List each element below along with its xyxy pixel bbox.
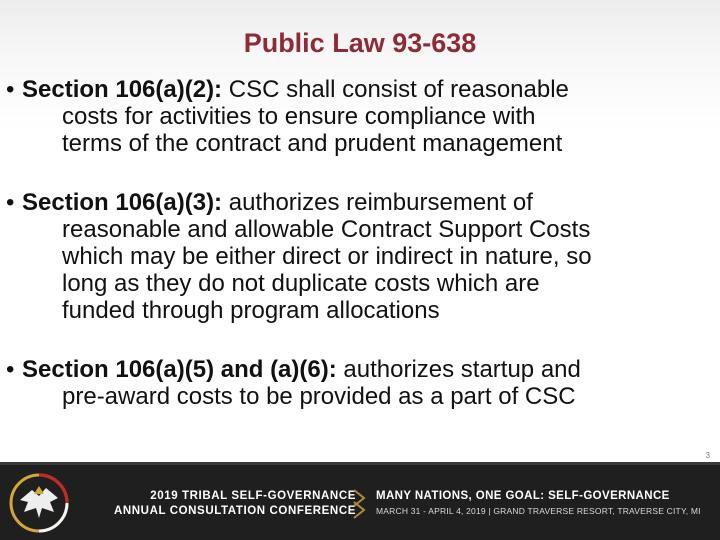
bullet-line: reasonable and allowable Contract Support Costs bbox=[62, 216, 591, 243]
section-reference: Section 106(a)(2): bbox=[22, 76, 223, 103]
conference-title-line1: 2019 TRIBAL SELF-GOVERNANCE bbox=[150, 490, 356, 502]
bullet-first-line bbox=[22, 76, 696, 103]
bullet-line: pre-award costs to be provided as a part of CSC bbox=[62, 383, 576, 410]
bullet-first-line bbox=[22, 356, 696, 383]
conference-dates-location: MARCH 31 - APRIL 4, 2019 | GRAND TRAVERSE RESORT, TRAVERSE CITY, MI bbox=[376, 506, 701, 516]
bullet-text: CSC shall consist of reasonable bbox=[222, 76, 569, 103]
conference-title-line2: ANNUAL CONSULTATION CONFERENCE bbox=[113, 505, 356, 517]
bullet-line: funded through program allocations bbox=[62, 297, 440, 324]
bullet-text: authorizes reimbursement of bbox=[222, 189, 533, 216]
bullet-item bbox=[6, 356, 696, 410]
eagle-logo-icon bbox=[8, 472, 70, 534]
footer-divider bbox=[0, 462, 720, 465]
slide-title: Public Law 93-638 bbox=[243, 28, 477, 58]
section-reference: Section 106(a)(5) and (a)(6): bbox=[22, 356, 337, 383]
bullet-marker: • bbox=[6, 189, 15, 216]
bullet-marker: • bbox=[6, 356, 15, 383]
bullet-line: terms of the contract and prudent management bbox=[62, 130, 563, 157]
bullet-line: costs for activities to ensure compliance with bbox=[62, 103, 536, 130]
conference-motto: MANY NATIONS, ONE GOAL: SELF-GOVERNANCE bbox=[376, 490, 670, 502]
bullet-marker: • bbox=[6, 76, 15, 103]
bullet-item bbox=[6, 189, 696, 324]
section-reference: Section 106(a)(3): bbox=[22, 189, 223, 216]
bullet-text: authorizes startup and bbox=[336, 356, 581, 383]
bullet-list bbox=[6, 76, 696, 442]
bullet-line: long as they do not duplicate costs which are bbox=[62, 270, 540, 297]
slide-number: 3 bbox=[705, 451, 710, 460]
bullet-line: which may be either direct or indirect in nature, so bbox=[62, 243, 592, 270]
chevron-divider-icon bbox=[352, 488, 366, 520]
bullet-item bbox=[6, 76, 696, 157]
bullet-first-line bbox=[22, 189, 696, 216]
